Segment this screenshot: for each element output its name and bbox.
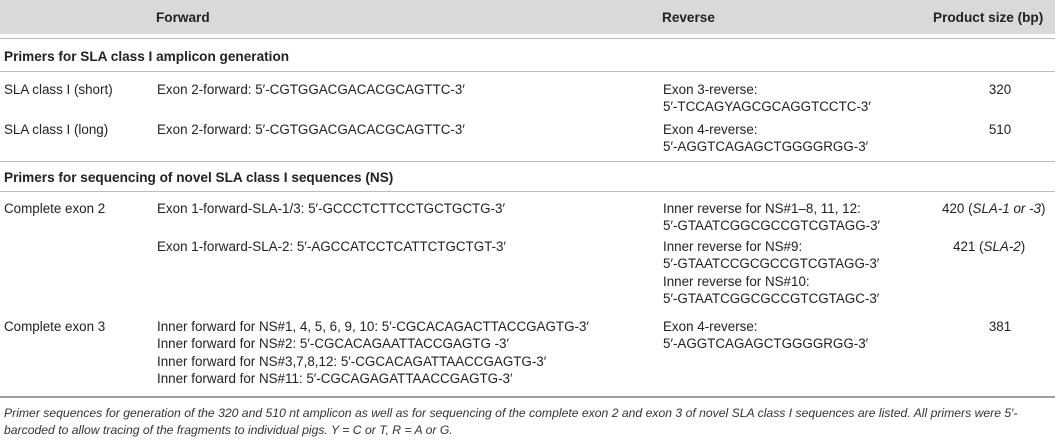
section-divider xyxy=(0,161,1055,162)
product-size: 421 (SLA-2) xyxy=(953,239,1026,254)
size-note: SLA-2 xyxy=(983,239,1021,254)
forward-primer: Exon 2-forward: 5′-CGTGGACGACACGCAGTTC-3′ xyxy=(157,122,465,137)
section-divider xyxy=(0,38,1055,39)
reverse-primer-name: Inner reverse for NS#10: xyxy=(663,274,810,289)
header-reverse: Reverse xyxy=(662,10,715,25)
table-bottom-rule xyxy=(0,396,1055,398)
table-footnote: Primer sequences for generation of the 320 and 510 nt amplicon as well as for sequencing of the complete exon 2 and exon 3 of novel SLA class I sequences are listed. All primers were 5′-barcoded to allow tracing of the fragments to individual pigs. Y = C or T, R = A or G. xyxy=(4,406,1018,437)
reverse-primer-seq: 5′-GTAATCCGCGCCGTCGTAGG-3′ xyxy=(663,256,880,271)
reverse-primer-name: Inner reverse for NS#1–8, 11, 12: xyxy=(663,201,861,216)
forward-primer: Inner forward for NS#1, 4, 5, 6, 9, 10: 5′-CGCACAGACTTACCGAGTG-3′ xyxy=(157,319,589,334)
section-divider xyxy=(0,71,1055,72)
reverse-primer-name: Inner reverse for NS#9: xyxy=(663,239,803,254)
forward-primer: Exon 1-forward-SLA-1/3: 5′-GCCCTCTTCCTGCTGCTG-3′ xyxy=(157,201,506,216)
forward-primer: Inner forward for NS#11: 5′-CGCAGAGATTAACCGAGTG-3′ xyxy=(157,371,513,386)
reverse-primer-name: Exon 4-reverse: xyxy=(663,122,758,137)
size-note: SLA-1 or -3 xyxy=(972,201,1042,216)
row-label: SLA class I (long) xyxy=(4,122,109,137)
table-header-row xyxy=(0,0,1055,34)
reverse-primer-name: Exon 3-reverse: xyxy=(663,82,758,97)
product-size: 320 xyxy=(988,82,1012,97)
reverse-primer-seq: 5′-GTAATCGGCGCCGTCGTAGG-3′ xyxy=(663,218,881,233)
product-size: 420 (SLA-1 or -3) xyxy=(942,201,1046,216)
forward-primer: Inner forward for NS#2: 5′-CGCACAGAATTACCGAGTG -3′ xyxy=(157,336,510,351)
row-label: Complete exon 3 xyxy=(4,319,106,334)
product-size: 510 xyxy=(988,122,1012,137)
section-divider xyxy=(0,191,1055,192)
section-title-amplicon: Primers for SLA class I amplicon generation xyxy=(4,49,290,64)
header-product-size: Product size (bp) xyxy=(933,10,1044,25)
row-label: Complete exon 2 xyxy=(4,201,106,216)
reverse-primer-seq: 5′-GTAATCGGCGCCGTCGTAGC-3′ xyxy=(663,291,880,306)
forward-primer: Inner forward for NS#3,7,8,12: 5′-CGCACAGATTAACCGAGTG-3′ xyxy=(157,354,547,369)
forward-primer: Exon 2-forward: 5′-CGTGGACGACACGCAGTTC-3′ xyxy=(157,82,465,97)
header-forward: Forward xyxy=(156,10,210,25)
reverse-primer-seq: 5′-TCCAGYAGCGCAGGTCCTC-3′ xyxy=(663,99,871,114)
reverse-primer-name: Exon 4-reverse: xyxy=(663,319,758,334)
product-size: 381 xyxy=(988,319,1012,334)
forward-primer: Exon 1-forward-SLA-2: 5′-AGCCATCCTCATTCTGCTGT-3′ xyxy=(157,239,507,254)
reverse-primer-seq: 5′-AGGTCAGAGCTGGGGRGG-3′ xyxy=(663,139,869,154)
reverse-primer-seq: 5′-AGGTCAGAGCTGGGGRGG-3′ xyxy=(663,336,869,351)
row-label: SLA class I (short) xyxy=(4,82,113,97)
section-title-sequencing: Primers for sequencing of novel SLA class I sequences (NS) xyxy=(4,170,394,185)
